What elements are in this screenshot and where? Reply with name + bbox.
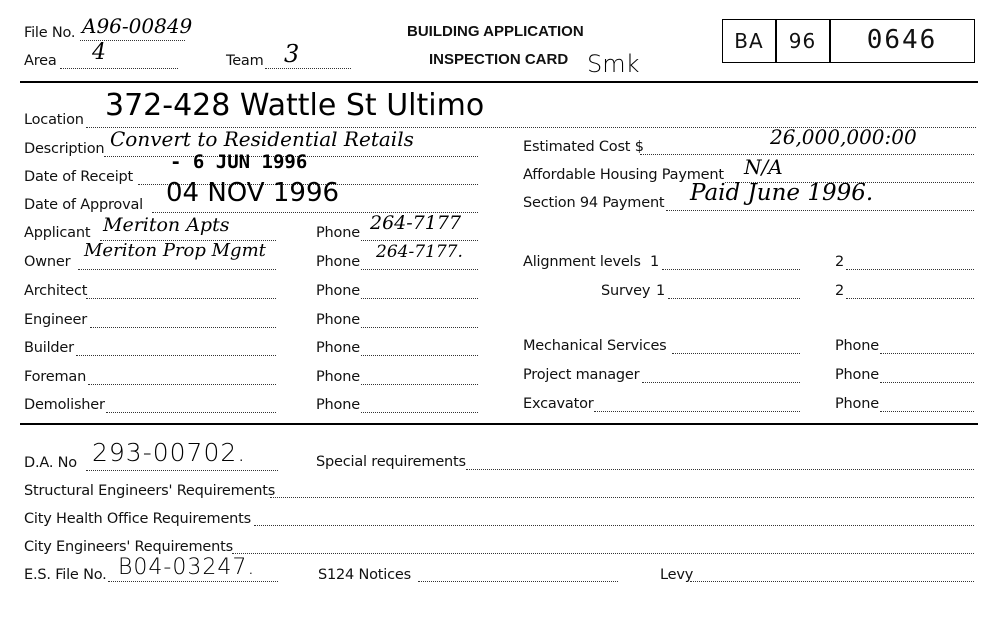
ba-prefix: BA xyxy=(734,29,764,53)
applicant-phone-line xyxy=(361,240,478,241)
owner-line xyxy=(78,269,276,270)
owner-phone-value[interactable]: 264-7177. xyxy=(376,242,463,262)
team-value[interactable]: 3 xyxy=(284,40,300,68)
team-label: Team xyxy=(226,53,264,69)
section94-value[interactable]: Paid June 1996. xyxy=(690,180,874,206)
ba-year: 96 xyxy=(788,29,817,53)
da-no-label: D.A. No xyxy=(24,455,77,471)
date-of-approval-value[interactable]: 04 NOV 1996 xyxy=(166,178,340,208)
mechanical-services-label: Mechanical Services xyxy=(523,338,667,354)
project-manager-phone-label: Phone xyxy=(835,367,879,383)
engineer-label: Engineer xyxy=(24,312,87,328)
engineer-phone-label: Phone xyxy=(316,312,360,328)
affordable-housing-value[interactable]: N/A xyxy=(744,155,783,179)
date-of-receipt-stamp: - 6 JUN 1996 xyxy=(170,151,308,173)
alignment-level-1-line xyxy=(662,269,800,270)
section94-label: Section 94 Payment xyxy=(523,195,665,211)
special-requirements-line xyxy=(466,469,974,470)
initials: Smk xyxy=(587,50,640,78)
survey-level-2-label: 2 xyxy=(835,283,845,299)
foreman-label: Foreman xyxy=(24,369,87,385)
mechanical-services-line xyxy=(672,353,800,354)
area-value[interactable]: 4 xyxy=(92,40,106,65)
architect-line xyxy=(86,298,276,299)
engineer-line xyxy=(90,327,276,328)
form-title-line2: INSPECTION CARD xyxy=(429,51,569,68)
demolisher-line xyxy=(106,412,276,413)
description-label: Description xyxy=(24,141,105,157)
structural-engineers-label: Structural Engineers' Requirements xyxy=(24,483,276,499)
da-no-value[interactable]: 293-00702. xyxy=(92,438,247,467)
architect-phone-line xyxy=(361,298,478,299)
header-rule xyxy=(20,81,978,83)
da-no-line xyxy=(86,470,278,471)
survey-label: Survey xyxy=(601,283,651,299)
middle-rule xyxy=(20,423,978,425)
levy-label: Levy xyxy=(660,567,694,583)
file-no-label: File No. xyxy=(24,25,76,41)
project-manager-phone-line xyxy=(880,382,974,383)
owner-label: Owner xyxy=(24,254,71,270)
levy-line xyxy=(690,581,974,582)
affordable-housing-label: Affordable Housing Payment xyxy=(523,167,724,183)
alignment-level-1-label: 1 xyxy=(650,254,660,270)
city-health-label: City Health Office Requirements xyxy=(24,511,252,527)
city-health-line xyxy=(254,525,974,526)
applicant-phone-label: Phone xyxy=(316,225,360,241)
builder-label: Builder xyxy=(24,340,74,356)
excavator-phone-line xyxy=(880,411,974,412)
owner-value[interactable]: Meriton Prop Mgmt xyxy=(84,240,266,261)
project-manager-label: Project manager xyxy=(523,367,640,383)
foreman-line xyxy=(88,384,276,385)
survey-level-1-label: 1 xyxy=(656,283,666,299)
area-label: Area xyxy=(24,53,57,69)
alignment-level-2-label: 2 xyxy=(835,254,845,270)
excavator-line xyxy=(594,411,800,412)
alignment-levels-label: Alignment levels xyxy=(523,254,641,270)
structural-engineers-line xyxy=(270,497,974,498)
estimated-cost-label: Estimated Cost $ xyxy=(523,139,644,155)
ba-number: 0646 xyxy=(866,25,938,55)
estimated-cost-value[interactable]: 26,000,000:00 xyxy=(770,125,917,149)
file-no-value[interactable]: A96-00849 xyxy=(82,14,193,38)
applicant-value[interactable]: Meriton Apts xyxy=(103,214,230,236)
ba-number-box xyxy=(722,19,975,63)
s124-notices-line xyxy=(418,581,618,582)
demolisher-label: Demolisher xyxy=(24,397,105,413)
mechanical-phone-label: Phone xyxy=(835,338,879,354)
s124-notices-label: S124 Notices xyxy=(318,567,411,583)
team-line xyxy=(265,68,351,69)
engineer-phone-line xyxy=(361,327,478,328)
location-label: Location xyxy=(24,112,84,128)
demolisher-phone-label: Phone xyxy=(316,397,360,413)
builder-phone-line xyxy=(361,355,478,356)
project-manager-line xyxy=(642,382,800,383)
foreman-phone-line xyxy=(361,384,478,385)
excavator-phone-label: Phone xyxy=(835,396,879,412)
builder-line xyxy=(76,355,276,356)
owner-phone-line xyxy=(361,269,478,270)
city-engineers-line xyxy=(232,553,974,554)
applicant-phone-value[interactable]: 264-7177 xyxy=(370,212,462,234)
demolisher-phone-line xyxy=(361,412,478,413)
builder-phone-label: Phone xyxy=(316,340,360,356)
survey-level-2-line xyxy=(846,298,974,299)
survey-level-1-line xyxy=(668,298,800,299)
area-line xyxy=(60,68,178,69)
alignment-level-2-line xyxy=(846,269,974,270)
es-file-no-label: E.S. File No. xyxy=(24,567,107,583)
mechanical-phone-line xyxy=(880,353,974,354)
estimated-cost-line xyxy=(640,154,974,155)
foreman-phone-label: Phone xyxy=(316,369,360,385)
architect-label: Architect xyxy=(24,283,88,299)
city-engineers-label: City Engineers' Requirements xyxy=(24,539,233,555)
section94-line xyxy=(666,210,974,211)
applicant-label: Applicant xyxy=(24,225,91,241)
excavator-label: Excavator xyxy=(523,396,594,412)
es-file-no-value[interactable]: B04-03247. xyxy=(118,555,256,580)
special-requirements-label: Special requirements xyxy=(316,454,466,470)
location-value[interactable]: 372-428 Wattle St Ultimo xyxy=(105,88,485,123)
es-file-no-line xyxy=(108,581,278,582)
owner-phone-label: Phone xyxy=(316,254,360,270)
form-title-line1: BUILDING APPLICATION xyxy=(407,23,584,40)
description-value[interactable]: Convert to Residential Retails xyxy=(110,127,414,151)
date-of-receipt-label: Date of Receipt xyxy=(24,169,134,185)
date-of-approval-label: Date of Approval xyxy=(24,197,143,213)
architect-phone-label: Phone xyxy=(316,283,360,299)
